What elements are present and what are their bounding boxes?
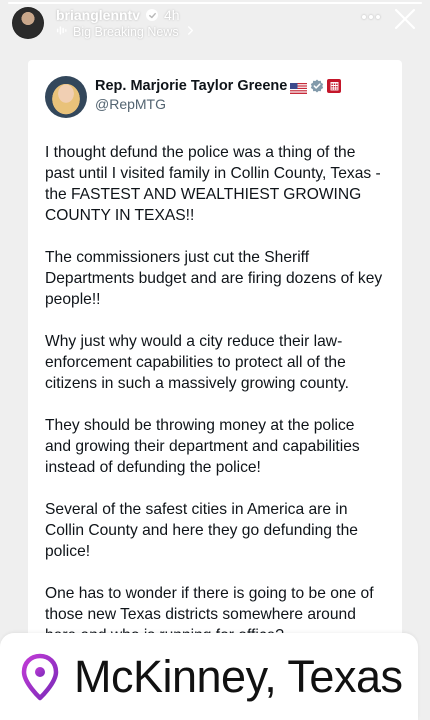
more-dots-icon[interactable] bbox=[362, 15, 380, 19]
story-username[interactable]: brianglenntv bbox=[56, 7, 141, 23]
tweet-body bbox=[45, 142, 384, 646]
tweet-paragraph: The commissioners just cut the Sheriff Departments budget and are firing dozens of key people!! bbox=[45, 249, 383, 308]
chevron-right-icon bbox=[185, 25, 196, 39]
tweet-paragraph: One has to wonder if there is going to be one of those new Texas districts somewhere around bbox=[45, 585, 374, 623]
location-pin-icon bbox=[20, 653, 60, 701]
location-sticker[interactable] bbox=[0, 633, 418, 720]
story-music-label: Big Breaking News bbox=[73, 25, 179, 39]
story-progress-fill bbox=[8, 2, 422, 4]
government-badge-icon bbox=[310, 79, 324, 93]
avatar[interactable] bbox=[12, 7, 44, 39]
verified-check-icon bbox=[146, 9, 158, 21]
tweet-paragraph: Why just why would a city reduce their law-enforcement capabilities to protect all of the citizens in such a massively growing county. bbox=[45, 333, 349, 392]
author-avatar bbox=[45, 76, 87, 118]
location-label: McKinney, Texas bbox=[74, 650, 403, 702]
story-music-row[interactable] bbox=[56, 25, 196, 39]
author-info bbox=[95, 78, 341, 112]
author-name: Rep. Marjorie Taylor Greene bbox=[95, 78, 288, 94]
story-header bbox=[12, 6, 418, 40]
author-name-row bbox=[95, 78, 341, 94]
tweet-author bbox=[45, 76, 384, 118]
us-flag-icon bbox=[290, 81, 307, 92]
tweet-paragraph: Several of the safest cities in America are in Collin County and here they go defunding the police! bbox=[45, 501, 358, 560]
congress-portcullis-icon bbox=[327, 79, 341, 93]
tweet-paragraph: They should be throwing money at the police and growing their department and capabilities instead of defunding the police! bbox=[45, 417, 360, 476]
author-handle: @RepMTG bbox=[95, 96, 166, 112]
story-header-row bbox=[56, 7, 196, 23]
story-progress-bar bbox=[8, 2, 422, 4]
audio-wave-icon bbox=[56, 25, 67, 39]
story-header-text bbox=[56, 7, 196, 39]
close-icon[interactable] bbox=[392, 6, 418, 32]
tweet-paragraph: I thought defund the police was a thing of the past until I visited family in Collin County, Texas - the FASTEST AND WEALTHIEST GROWING COUNTY IN TEXAS!! bbox=[45, 144, 381, 224]
tweet-card bbox=[28, 60, 402, 660]
story-time: 4h bbox=[164, 7, 180, 23]
